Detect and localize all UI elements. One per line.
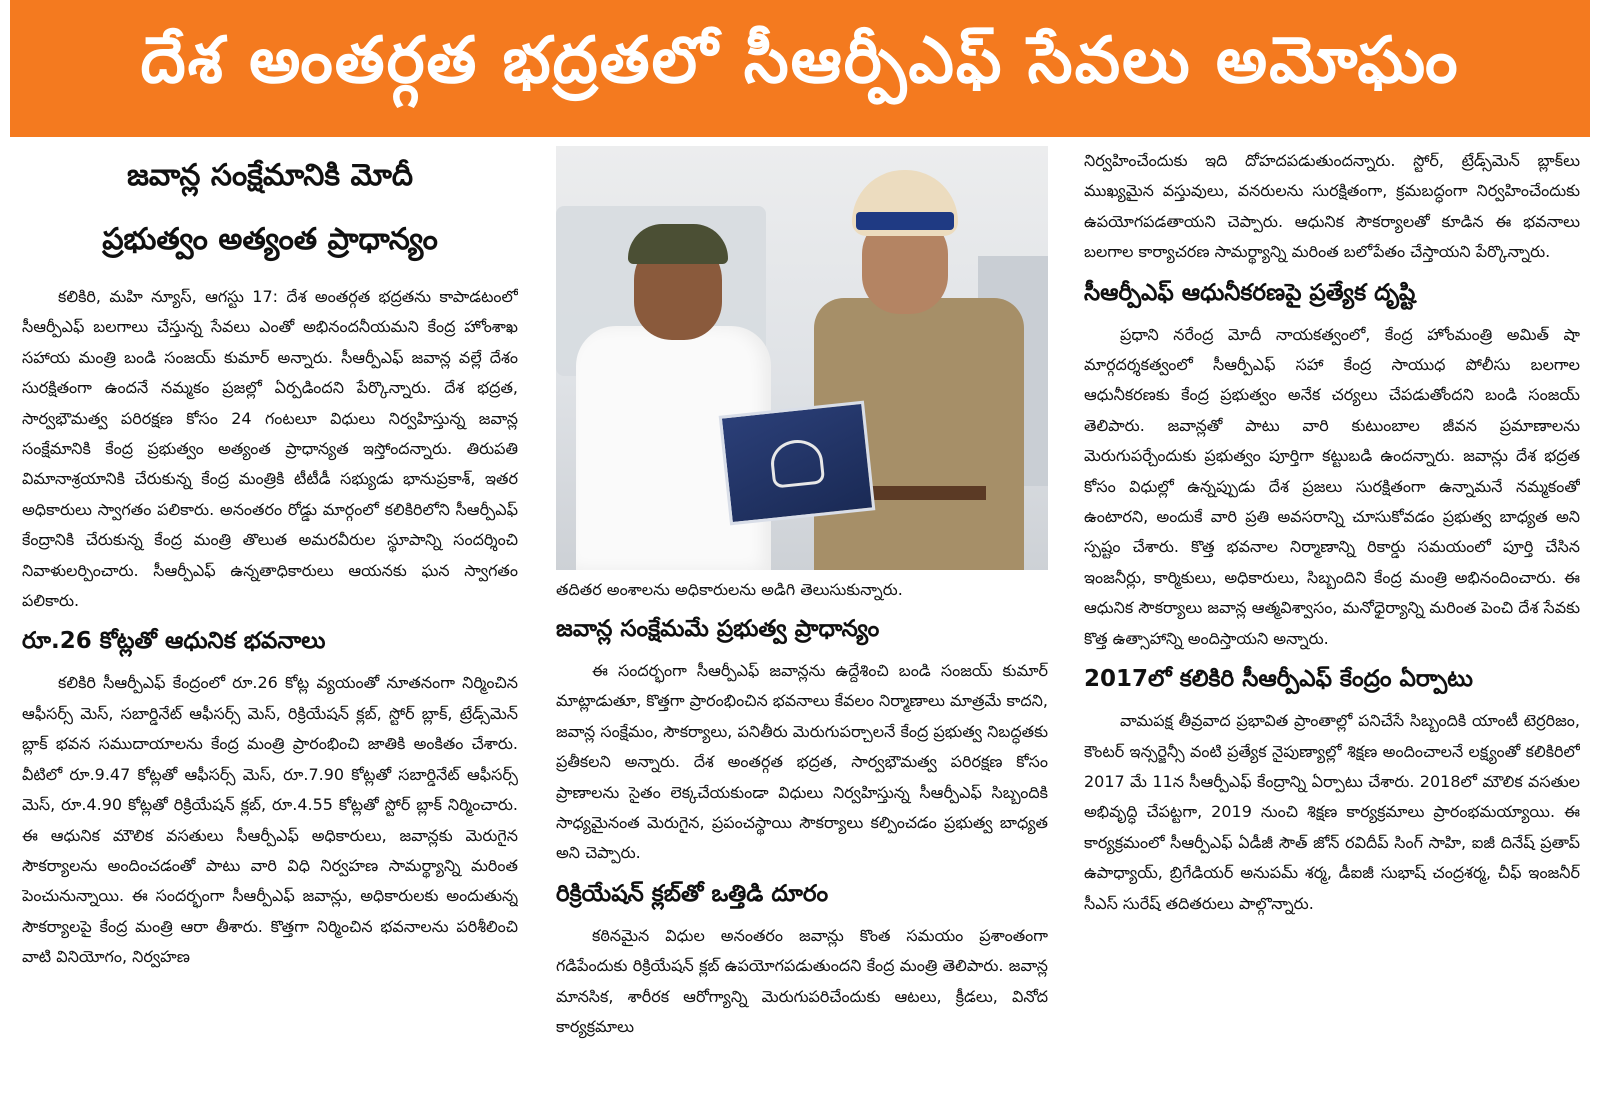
subheadline-line-1: జవాన్ల సంక్షేమానికి మోదీ <box>126 158 414 193</box>
news-photo <box>556 146 1048 570</box>
article-paragraph-6: ప్రధాని నరేంద్ర మోదీ నాయకత్వంలో, కేంద్ర హోంమంత్రి అమిత్ షా మార్గదర్శకత్వంలో సీఆర్పీఎఫ్ సహా కేంద్ర సాయుధ పోలీసు బలగాల ఆధునీకరణకు కేంద్ర ప్రభుత్వం అనేక చర్యలు చేపడుతోందని బండి సంజయ్ తెలిపారు. జవాన్లతో పాటు వారి కుటుంబాల జీవన ప్రమాణాలను మెరుగుపర్చేందుకు ప్రభుత్వం పూర్తిగా కట్టుబడి ఉందన్నారు. జవాన్లు దేశ భద్రత కోసం విధుల్లో ఉన్నప్పుడు దేశ ప్రజలు సురక్షితంగా ఉన్నామనే నమ్మకంతో ఉంటారని, అందుకే వారి ప్రతి అవసరాన్ని చూసుకోవడం ప్రభుత్వ బాధ్యత అని స్పష్టం చేశారు. కొత్త భవనాల నిర్మాణాన్ని రికార్డు సమయంలో పూర్తి చేసిన ఇంజనీర్లు, కార్మికులు, అధికారులు, సిబ్బందిని కేంద్ర మంత్రి అభినందించారు. ఈ ఆధునిక సౌకర్యాలు జవాన్ల ఆత్మవిశ్వాసం, మనోధైర్యాన్ని మరింత పెంచి దేశ సేవకు కొత్త ఉత్సాహాన్ని అందిస్తాయని అన్నారు. <box>1084 324 1580 648</box>
article-paragraph-1: కలికిరి, మహి న్యూస్, ఆగస్టు 17: దేశ అంతర్గత భద్రతను కాపాడటంలో సీఆర్పీఎఫ్ బలగాలు చేస్తున్న సేవలు ఎంతో అభినందనీయమని కేంద్ర హోంశాఖ సహాయ మంత్రి బండి సంజయ్ కుమార్ అన్నారు. సీఆర్పీఎఫ్ జవాన్ల వల్లే దేశం సురక్షితంగా ఉందనే నమ్మకం ప్రజల్లో ఏర్పడిందని పేర్కొన్నారు. దేశ భద్రత, సార్వభౌమత్వ పరిరక్షణ కోసం 24 గంటలూ విధులు నిర్వహిస్తున్న జవాన్ల సంక్షేమానికి కేంద్ర ప్రభుత్వం అత్యంత ప్రాధాన్యత ఇస్తోందన్నారు. తిరుపతి విమానాశ్రయానికి చేరుకున్న కేంద్ర మంత్రికి టీటీడీ సభ్యుడు భానుప్రకాశ్, ఇతర అధికారులు స్వాగతం పలికారు. అనంతరం రోడ్డు మార్గంలో కలికిరిలోని సీఆర్పీఎఫ్ కేంద్రానికి చేరుకున్న కేంద్ర మంత్రి తొలుత అమరవీరుల స్థూపాన్ని సందర్శించి నివాళులర్పించారు. సీఆర్పీఎఫ్ ఉన్నతాధికారులు ఆయనకు ఘన స్వాగతం పలికారు. <box>22 287 518 611</box>
subheadline <box>22 146 518 272</box>
subheadline-line-2: ప్రభుత్వం అత్యంత ప్రాధాన్యం <box>102 222 438 257</box>
photo-memento-plaque <box>719 401 876 526</box>
section-heading-2017: 2017లో కలికిరి సీఆర్పీఎఫ్ కేంద్రం ఏర్పాటు <box>1084 666 1473 693</box>
section-heading-welfare: జవాన్ల సంక్షేమమే ప్రభుత్వ ప్రాధాన్యం <box>556 616 880 642</box>
headline-banner <box>10 0 1590 137</box>
photo-caption: తదితర అంశాలను అధికారులను అడిగి తెలుసుకున్నారు. <box>556 580 903 599</box>
emblem-icon <box>769 437 826 488</box>
column-1 <box>22 146 518 1094</box>
article-paragraph-5: నిర్వహించేందుకు ఇది దోహదపడుతుందన్నారు. స్టోర్, ట్రేడ్స్‌మెన్ బ్లాక్‌లు ముఖ్యమైన వస్తువులు, వనరులను సురక్షితంగా, క్రమబద్ధంగా నిర్వహించేందుకు ఉపయోగపడతాయని చెప్పారు. ఆధునిక సౌకర్యాలతో కూడిన ఈ భవనాలు బలగాల కార్యాచరణ సామర్థ్యాన్ని మరింత బలోపేతం చేస్తాయని పేర్కొన్నారు. <box>1084 151 1580 262</box>
headline: దేశ అంతర్గత భద్రతలో సీఆర్పీఎఫ్ సేవలు అమోఘం <box>140 24 1460 98</box>
section-heading-buildings: రూ.26 కోట్లతో ఆధునిక భవనాలు <box>22 628 326 655</box>
section-heading-modernization: సీఆర్పీఎఫ్ ఆధునీకరణపై ప్రత్యేక దృష్టి <box>1084 279 1416 306</box>
article-paragraph-7: వామపక్ష తీవ్రవాద ప్రభావిత ప్రాంతాల్లో పనిచేసే సిబ్బందికి యాంటీ టెర్రరిజం, కౌంటర్ ఇన్సర్జెన్సీ వంటి ప్రత్యేక నైపుణ్యాల్లో శిక్షణ అందించాలనే లక్ష్యంతో కలికిరిలో 2017 మే 11న సీఆర్పీఎఫ్ కేంద్రాన్ని ఏర్పాటు చేశారు. 2018లో మౌలిక వసతుల అభివృద్ధి చేపట్టగా, 2019 నుంచి శిక్షణ కార్యక్రమాలు ప్రారంభమయ్యాయి. ఈ కార్యక్రమంలో సీఆర్పీఎఫ్ ఏడీజీ సౌత్ జోన్ రవిదీప్ సింగ్ సాహి, ఐజీ దినేష్ ప్రతాప్ ఉపాధ్యాయ్, బ్రిగేడియర్ అనుపమ్ శర్మ, డీఐజీ సుభాష్ చంద్రశర్మ, చీఫ్ ఇంజనీర్ సీఎస్ సురేష్ తదితరులు పాల్గొన్నారు. <box>1084 711 1580 913</box>
column-2 <box>556 146 1048 1094</box>
article-paragraph-2: కలికిరి సీఆర్పీఎఫ్ కేంద్రంలో రూ.26 కోట్ల వ్యయంతో నూతనంగా నిర్మించిన ఆఫీసర్స్ మెస్, సబార్డినేట్ ఆఫీసర్స్ మెస్, రిక్రియేషన్ క్లబ్, స్టోర్ బ్లాక్, ట్రేడ్స్‌మెన్ బ్లాక్ భవన సముదాయాలను కేంద్ర మంత్రి ప్రారంభించి జాతికి అంకితం చేశారు. వీటిలో రూ.9.47 కోట్లతో ఆఫీసర్స్ మెస్, రూ.7.90 కోట్లతో సబార్డినేట్ ఆఫీసర్స్ మెస్, రూ.4.90 కోట్లతో రిక్రియేషన్ క్లబ్, రూ.4.55 కోట్లతో స్టోర్ బ్లాక్ నిర్మించారు. ఈ ఆధునిక మౌలిక వసతులు సీఆర్పీఎఫ్ అధికారులు, జవాన్లకు మెరుగైన సౌకర్యాలను అందించడంతో పాటు వారి విధి నిర్వహణ సామర్థ్యాన్ని మరింత పెంచునున్నాయి. ఈ సందర్భంగా సీఆర్పీఎఫ్ జవాన్లు, అధికారులకు అందుతున్న సౌకర్యాలపై కేంద్ర మంత్రి ఆరా తీశారు. కొత్తగా నిర్మించిన భవనాలను పరిశీలించి వాటి వినియోగం, నిర్వహణ <box>22 673 518 967</box>
photo-officer-belt <box>856 486 986 500</box>
column-3 <box>1084 146 1580 1094</box>
photo-turban-band <box>856 212 954 230</box>
article-paragraph-3: ఈ సందర్భంగా సీఆర్పీఎఫ్ జవాన్లను ఉద్దేశించి బండి సంజయ్ కుమార్ మాట్లాడుతూ, కొత్తగా ప్రారంభించిన భవనాలు కేవలం నిర్మాణాలు మాత్రమే కాదని, జవాన్ల సంక్షేమం, సౌకర్యాలు, పనితీరు మెరుగుపర్చాలనే కేంద్ర ప్రభుత్వ నిబద్ధతకు ప్రతీకలని అన్నారు. దేశ అంతర్గత భద్రత, సార్వభౌమత్వ పరిరక్షణ కోసం ప్రాణాలను సైతం లెక్కచేయకుండా విధులు నిర్వహిస్తున్న సీఆర్పీఎఫ్ సిబ్బందికి సాధ్యమైనంత మెరుగైన, ప్రపంచస్థాయి సౌకర్యాలు కల్పించడం ప్రభుత్వ బాధ్యత అని చెప్పారు. <box>556 661 1048 863</box>
photo-cap <box>628 224 728 264</box>
section-heading-recreation: రిక్రియేషన్ క్లబ్‌తో ఒత్తిడి దూరం <box>556 880 829 907</box>
article-paragraph-4: కఠినమైన విధుల అనంతరం జవాన్లు కొంత సమయం ప్రశాంతంగా గడిపేందుకు రిక్రియేషన్ క్లబ్ ఉపయోగపడుతుందని కేంద్ర మంత్రి తెలిపారు. జవాన్ల మానసిక, శారీరక ఆరోగ్యాన్ని మెరుగుపరిచేందుకు ఆటలు, క్రీడలు, వినోద కార్యక్రమాలు <box>556 925 1048 1037</box>
